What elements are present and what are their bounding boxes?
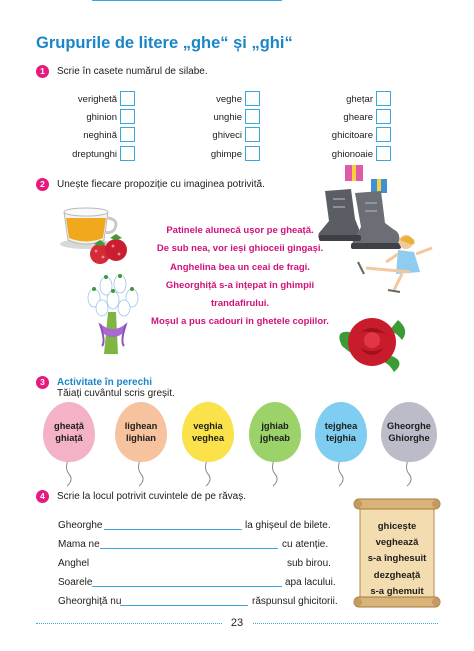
answer-blank[interactable]: [120, 605, 248, 606]
activity-title: Activitate în perechi: [57, 377, 153, 388]
balloon-word[interactable]: veghia: [193, 421, 223, 431]
sentence: Moșul a pus cadouri în ghetele copiilor.: [151, 316, 329, 328]
syllable-box[interactable]: [120, 109, 135, 124]
sentence-end: răspunsul ghicitorii.: [252, 596, 338, 607]
balloon-4: [249, 402, 301, 462]
syllable-box[interactable]: [120, 91, 135, 106]
page-title: Grupurile de litere „ghe“ și „ghi“: [36, 34, 293, 52]
word: ghicitoare: [331, 130, 373, 141]
syllable-box[interactable]: [120, 127, 135, 142]
word: veghe: [216, 94, 242, 105]
balloon-6: [381, 402, 437, 462]
sentence: Anghelina bea un ceai de fragi.: [170, 261, 310, 273]
word: unghie: [213, 112, 242, 123]
sentence-end: cu atenție.: [282, 539, 329, 550]
balloon-word[interactable]: Gheorghe: [387, 421, 431, 431]
syllable-box[interactable]: [245, 127, 260, 142]
scroll-word: s-a ghemuit: [370, 585, 424, 597]
answer-blank[interactable]: [100, 548, 278, 549]
balloon-word[interactable]: lighian: [126, 433, 156, 443]
exercise-2-instruction: Unește fiecare propoziție cu imaginea potrivită.: [57, 179, 265, 190]
syllable-box[interactable]: [120, 146, 135, 161]
answer-blank[interactable]: [92, 586, 282, 587]
word: gheare: [343, 112, 373, 123]
sentence: Patinele alunecă ușor pe gheață.: [166, 225, 314, 236]
word: neghină: [83, 130, 117, 141]
exercise-1-instruction: Scrie în casete numărul de silabe.: [57, 66, 208, 77]
ice-skater-image[interactable]: [346, 232, 436, 300]
balloon-word[interactable]: tejghea: [324, 421, 358, 431]
exercise-2-number: 2: [36, 178, 49, 191]
balloon-3: [182, 402, 234, 462]
balloon-word[interactable]: lighean: [124, 421, 158, 431]
syllable-box[interactable]: [376, 109, 391, 124]
balloon-word[interactable]: jgheab: [260, 433, 290, 443]
syllable-box[interactable]: [376, 127, 391, 142]
sentence-list: [150, 222, 330, 332]
scroll-word: s-a înghesuit: [367, 553, 427, 565]
sentence-end: apa lacului.: [285, 577, 336, 588]
balloon-strings: [36, 458, 436, 488]
sentence-start: Gheorghiță nu: [58, 596, 122, 607]
syllable-box[interactable]: [376, 146, 391, 161]
syllable-box[interactable]: [376, 91, 391, 106]
word: ghiveci: [212, 130, 242, 141]
balloon-word[interactable]: veghea: [191, 433, 225, 443]
sentence-start: Mama ne: [58, 539, 100, 550]
scroll-word: veghează: [375, 537, 419, 549]
rose-image[interactable]: [332, 306, 410, 376]
balloon-2: [115, 402, 167, 462]
exercise-1-number: 1: [36, 65, 49, 78]
balloon-5: [315, 402, 367, 462]
syllable-box[interactable]: [245, 91, 260, 106]
balloon-word[interactable]: Ghiorghe: [388, 433, 430, 443]
sentence-start: Anghel: [58, 558, 90, 569]
snowdrops-image[interactable]: [82, 272, 144, 356]
word: ghinion: [86, 112, 117, 123]
exercise-4-instruction: Scrie la locul potrivit cuvintele de pe răvaș.: [57, 491, 246, 502]
syllable-box[interactable]: [245, 146, 260, 161]
exercise-3-instruction: Tăiați cuvântul scris greșit.: [57, 388, 175, 399]
tea-and-raspberries-image[interactable]: [58, 202, 138, 268]
scroll-word: dezgheață: [373, 569, 421, 581]
sentence-start: Soarele: [58, 577, 93, 588]
balloon-word[interactable]: ghiață: [55, 433, 83, 443]
word: ghimpe: [210, 149, 242, 160]
sentence-end: sub birou.: [287, 558, 331, 569]
answer-blank[interactable]: [92, 0, 282, 1]
balloon-1: [43, 402, 95, 462]
syllable-box[interactable]: [245, 109, 260, 124]
word: ghețar: [346, 94, 373, 105]
balloon-word[interactable]: jghiab: [261, 421, 289, 431]
page-number: 23: [222, 617, 252, 629]
exercise-4-number: 4: [36, 490, 49, 503]
exercise-3-number: 3: [36, 376, 49, 389]
answer-blank[interactable]: [104, 529, 242, 530]
word: verighetă: [77, 94, 117, 105]
sentence-start: Gheorghe: [58, 520, 103, 531]
sentence: De sub nea, vor ieși ghioceii gingași.: [156, 243, 324, 255]
balloon-word[interactable]: gheață: [54, 421, 84, 431]
sentence-end: la ghișeul de bilete.: [245, 520, 331, 531]
sentence: Gheorghiță s-a înțepat în ghimpii: [165, 279, 315, 291]
word: ghionoaie: [331, 149, 373, 160]
scroll-word-list: [352, 519, 442, 600]
word: dreptunghi: [72, 149, 117, 160]
sentence: trandafirului.: [210, 298, 270, 310]
balloon-word[interactable]: tejghia: [326, 433, 356, 443]
scroll-word: ghicește: [377, 521, 417, 532]
